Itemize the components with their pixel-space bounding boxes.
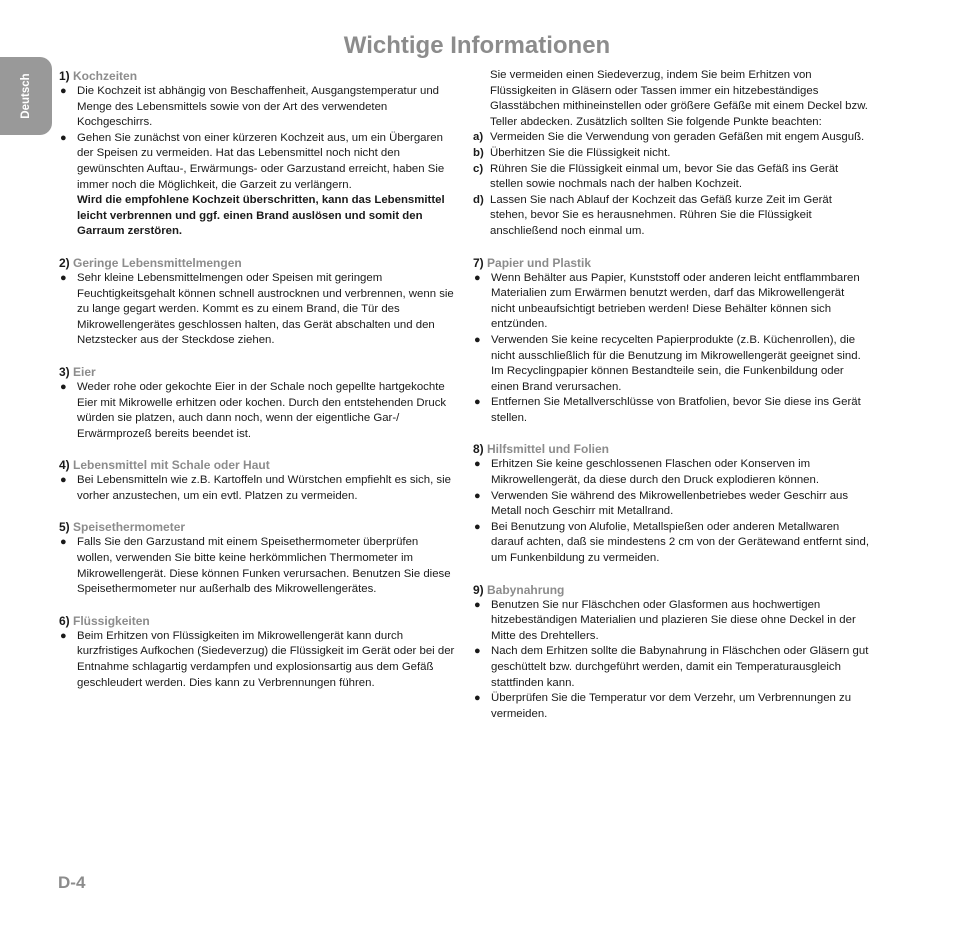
list-item: ● Benutzen Sie nur Fläschchen oder Glasformen aus hochwertigen hitzebeständigen Materialien und plazieren Sie diese ohne Deckel in der Mitte des Drehtellers.	[474, 598, 856, 642]
section-title: Papier und Plastik	[487, 255, 592, 270]
section-number: 3)	[59, 364, 70, 379]
section-number: 1)	[59, 69, 70, 83]
section-title: Speisethermometer	[73, 520, 186, 535]
list-item: ● Falls Sie den Garzustand mit einem Speisethermometer überprüfen wollen, verwenden Sie bitte keine herkömmlichen Thermometer im Mikrowellengerät. Diese können Funken verursachen. Benutzen Sie diese Speisethermometer nur außerhalb des Mikrowellengerätes.	[60, 536, 451, 596]
bullet-icon: ●	[474, 396, 481, 409]
list-item: ● Verwenden Sie während des Mikrowellenbetriebes weder Geschirr aus Metall noch Geschirr mit Metallrand.	[474, 489, 849, 518]
language-tab	[0, 57, 52, 135]
section-heading	[59, 255, 455, 271]
section-number: 8)	[473, 442, 484, 457]
list-item: ● Entfernen Sie Metallverschlüsse von Bratfolien, bevor Sie diese ins Gerät stellen.	[474, 396, 861, 424]
language-tab-label: Deutsch	[20, 73, 32, 119]
section-heading	[59, 68, 455, 84]
page-number: D-4	[58, 873, 86, 892]
section-title: Kochzeiten	[73, 69, 138, 83]
list-item: ● Sehr kleine Lebensmittelmengen oder Speisen mit geringem Feuchtigkeitsgehalt können schnell austrocknen und verbrennen, wenn sie zu lange gegart werden. Kommt es zu einem Brand, die Tür des Mikrowellengerätes geschlossen halten, das Gerät abschalten und den Netzstecker aus der Steckdose ziehen.	[60, 271, 454, 347]
section-number: 6)	[59, 613, 70, 628]
section-speisethermometer	[59, 519, 455, 597]
list-item: ● Erhitzen Sie keine geschlossenen Flaschen oder Konserven im Mikrowellengerät, da diese durch den Druck explodieren können.	[474, 458, 819, 487]
lettered-item: b) Überhitzen Sie die Flüssigkeit nicht.	[473, 146, 871, 162]
right-column	[473, 68, 871, 737]
bullet-icon: ●	[60, 380, 67, 393]
section-heading	[473, 441, 871, 457]
bullet-icon: ●	[60, 536, 67, 549]
section-papier-plastik	[473, 255, 871, 427]
continuation-text: Sie vermeiden einen Siedeverzug, indem Sie beim Erhitzen von Flüssigkeiten in Gläsern oder Tassen immer ein hitzebeständiges Glasstäbchen mithineinstellen oder größere Gefäße mit einem Deckel bzw. Teller abdecken. Zusätzlich sollten Sie folgende Punkte beachten:	[490, 69, 868, 128]
list-item: ● Beim Erhitzen von Flüssigkeiten im Mikrowellengerät kann durch kurzfristiges Aufkochen (Siedeverzug) die Flüssigkeit im Gerät oder bei der Entnahme schlagartig verdampfen und explosionsartig aus dem Gefäß geschleudert werden. Dies kann zu Verbrennungen führen.	[60, 629, 455, 689]
section-heading	[59, 519, 455, 535]
section-title: Babynahrung	[487, 582, 565, 597]
bullet-icon: ●	[474, 489, 481, 502]
section-number: 9)	[473, 582, 484, 597]
bullet-icon: ●	[60, 629, 67, 642]
section-number: 5)	[59, 520, 70, 535]
section-heading	[59, 457, 455, 473]
bullet-icon: ●	[474, 271, 481, 284]
section-heading	[473, 255, 871, 271]
section-title: Hilfsmittel und Folien	[487, 442, 610, 457]
left-column	[59, 68, 455, 706]
section-title: Eier	[73, 364, 96, 379]
bullet-icon: ●	[60, 271, 67, 284]
section-babynahrung	[473, 582, 871, 723]
section-hilfsmittel-folien	[473, 441, 871, 566]
section-heading	[59, 613, 455, 629]
bullet-icon: ●	[474, 333, 481, 346]
warning-note: Wird die empfohlene Kochzeit überschritten, kann das Lebensmittel leicht verbrennen und ggf. einen Brand auslösen und somit den Garraum zerstören.	[77, 194, 445, 238]
list-item: ● Weder rohe oder gekochte Eier in der Schale noch gepellte hartgekochte Eier mit Mikrowelle erhitzen oder kochen. Durch den entstehenden Druck würden sie platzen, auch dann noch, wenn der eigentliche Gar-/ Erwärmprozeß bereits beendet ist.	[60, 380, 447, 440]
lettered-item: d) Lassen Sie nach Ablauf der Kochzeit das Gefäß kurze Zeit im Gerät stehen, bevor Sie es herausnehmen. Rühren Sie die Flüssigkeit anschließend noch einmal um.	[473, 193, 832, 237]
bullet-icon: ●	[474, 520, 481, 533]
item-letter: b)	[473, 146, 484, 159]
section-fluessigkeiten-continued	[473, 68, 871, 240]
lettered-item: c) Rühren Sie die Flüssigkeit einmal um, bevor Sie das Gefäß ins Gerät stellen sowie nochmals nach der halben Kochzeit.	[473, 162, 839, 191]
list-item: ● Gehen Sie zunächst von einer kürzeren Kochzeit aus, um ein Übergaren der Speisen zu vermeiden. Hat das Lebensmittel noch nicht den gewünschten Auftau-, Erwärmungs- oder Garzustand erreicht, haben Sie immer noch die Möglichkeit, die Garzeit zu verlängern.	[60, 131, 445, 191]
section-number: 7)	[473, 255, 484, 270]
page-title: Wichtige Informationen	[343, 32, 611, 59]
section-heading	[473, 582, 871, 598]
section-title: Flüssigkeiten	[73, 613, 150, 628]
bullet-icon: ●	[60, 85, 67, 97]
section-schale-haut	[59, 457, 455, 504]
item-letter: c)	[473, 162, 484, 175]
list-item: ● Bei Benutzung von Alufolie, Metallspießen oder anderen Metallwaren darauf achten, daß sie mindestens 2 cm von der Gerätewand entfernt sind, um Funkenbildung zu vermeiden.	[474, 520, 869, 565]
section-number: 4)	[59, 458, 70, 473]
list-item: ● Verwenden Sie keine recycelten Papierprodukte (z.B. Küchenrollen), die nicht ausschließlich für die Benutzung im Mikrowellengerät geeignet sind. Im Recyclingpapier können Bestandteile sein, die Funkenbildung oder einen Brand verursachen.	[474, 333, 861, 393]
list-item: ● Überprüfen Sie die Temperatur vor dem Verzehr, um Verbrennungen zu vermeiden.	[474, 692, 852, 720]
bullet-icon: ●	[474, 458, 481, 471]
bullet-icon: ●	[60, 474, 67, 487]
section-eier	[59, 364, 455, 442]
section-kochzeiten	[59, 68, 455, 240]
section-title: Geringe Lebensmittelmengen	[73, 255, 242, 270]
item-letter: d)	[473, 193, 484, 206]
list-item: ● Die Kochzeit ist abhängig von Beschaffenheit, Ausgangstemperatur und Menge des Lebensmittels sowie von der Art des verwendeten Kochgeschirrs.	[60, 85, 439, 129]
item-letter: a)	[473, 131, 484, 144]
bullet-icon: ●	[60, 131, 67, 144]
section-heading	[59, 364, 455, 380]
section-number: 2)	[59, 255, 70, 270]
bullet-icon: ●	[474, 645, 481, 658]
list-item: ● Bei Lebensmitteln wie z.B. Kartoffeln und Würstchen empfiehlt es sich, sie vorher anzustechen, um ein evtl. Platzen zu vermeiden.	[60, 474, 451, 502]
section-title: Lebensmittel mit Schale oder Haut	[73, 458, 270, 473]
list-item: ● Wenn Behälter aus Papier, Kunststoff oder anderen leicht entflammbaren Materialien zum Erwärmen benutzt werden, darf das Mikrowellengerät nicht unbeaufsichtigt betrieben werden! Diese Behälter können sich entzünden.	[474, 271, 860, 331]
list-item: ● Nach dem Erhitzen sollte die Babynahrung in Fläschchen oder Gläsern gut geschüttelt bzw. durchgeführt werden, damit ein Temperaturausgleich stattfinden kann.	[474, 645, 869, 689]
bullet-icon: ●	[474, 692, 481, 705]
section-fluessigkeiten	[59, 613, 455, 691]
bullet-icon: ●	[474, 598, 481, 611]
section-geringe-mengen	[59, 255, 455, 349]
lettered-item: a) Vermeiden Sie die Verwendung von geraden Gefäßen mit engem Ausguß.	[473, 130, 871, 146]
